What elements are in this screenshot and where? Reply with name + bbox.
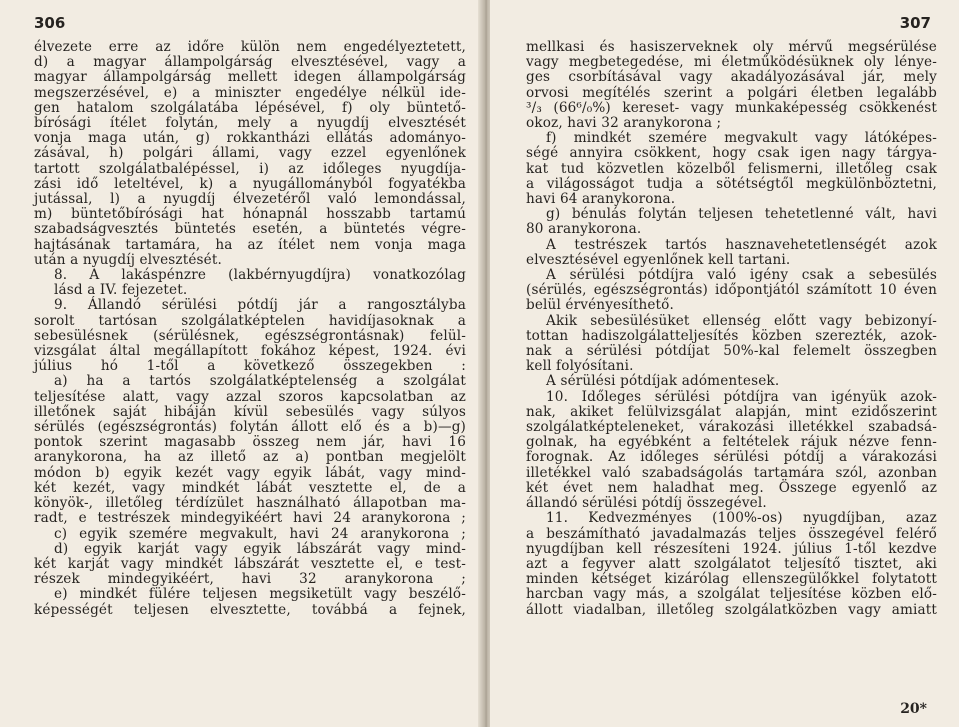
text-line: a beszámítható javadalmazás teljes összegével felérő — [526, 525, 937, 542]
text-line: m) büntetőbírósági hat hónapnál hosszabb tartamú — [34, 206, 466, 223]
text-line: elvesztésével egyenlőnek kell tartani. — [526, 251, 791, 268]
text-line: szabadságvesztés büntetés esetén, a büntetés végre- — [34, 221, 466, 238]
text-line: harcban vagy más, a szolgálat teljesítése közben elő- — [526, 586, 937, 603]
text-line: két évet nem haladhat meg. Összege egyenlő az — [526, 479, 937, 496]
right-page-body — [526, 40, 937, 618]
text-line: magyar állampolgárság mellett idegen állampolgárság — [34, 69, 466, 86]
text-line: zási idő leteltével, k) a nyugállományból fogyatékba — [34, 175, 466, 192]
text-line: teljesítése alatt, vagy azzal szoros kapcsolatban az — [34, 388, 466, 405]
text-line: lásd a IV. fejezetet. — [54, 282, 188, 299]
text-line: után a nyugdíj elvesztését. — [34, 251, 222, 268]
text-line: tottan hadiszolgálatteljesítés közben szerezték, azok- — [526, 327, 937, 344]
text-line: d) a magyar állampolgárság elvesztésével, vagy a — [34, 54, 466, 71]
text-line: ³/₃ (66⁶/₀%) kereset- vagy munkaképesség csökkenést — [526, 99, 937, 116]
text-line: illetékkel való szabadságolás tartamára szól, azonban — [526, 464, 937, 481]
text-line: orvosi megítélés szerint a polgári életben legalább — [526, 84, 937, 101]
text-line: mellkasi és hasiszerveknek oly mérvű megsérülése — [526, 39, 937, 55]
text-line: ges csorbításával vagy akadályozásával jár, mely — [526, 69, 937, 86]
text-line: kat tud közvetlen közelből felismerni, illetőleg csak — [526, 160, 937, 177]
text-line: c) egyik szemére megvakult, havi 24 aranykorona ; — [54, 525, 466, 542]
text-line: havi 64 aranykorona. — [526, 191, 676, 208]
text-line: állott viadalban, illetőleg szolgálatközben vagy amiatt — [526, 601, 937, 618]
text-line: sérülés (egészségrontás) folytán állott elő és a b)—g) — [34, 419, 466, 436]
text-line: kell folyósítani. — [526, 358, 634, 375]
text-line: gen hatalom szolgálatába lépésével, f) oly büntető- — [34, 99, 466, 116]
right-page — [490, 0, 959, 727]
text-line: ségé annyira csökkent, hogy csak igen nagy tárgya- — [526, 145, 937, 162]
text-line: vizsgálat által megállapított fokához képest, 1924. évi — [34, 343, 466, 360]
text-line: golnak, ha egyébként a feltételek rájuk nézve fenn- — [526, 434, 937, 451]
text-line: minden kétséget kizárólag ellenszegülőkkel folytatott — [526, 571, 937, 588]
text-line: 10. Időleges sérülési pótdíjra van igényük azok- — [546, 388, 937, 405]
text-line: módon b) egyik kezét vagy egyik lábát, vagy mind- — [34, 464, 466, 481]
text-line: 9. Állandó sérülési pótdíj jár a rangosztályba — [54, 297, 466, 314]
signature-mark: 20* — [900, 701, 927, 717]
text-line: bírósági ítélet folytán, mely a nyugdíj elvesztését — [34, 115, 466, 132]
text-line: okoz, havi 32 aranykorona ; — [526, 115, 722, 132]
text-line: nyugdíjban kell részesíteni 1924. július 1-től kezdve — [526, 540, 937, 557]
text-line: megszerzésével, e) a miniszter engedélye nélkül ide- — [34, 84, 466, 101]
text-line: A testrészek tartós hasznavehetetlenségét azok — [546, 236, 937, 253]
text-line: azt a fegyver alatt szolgálatot teljesítő tisztet, aki — [526, 555, 937, 572]
text-line: szolgálatképteleneket, várakozási illetékkel szabadsá- — [526, 419, 937, 436]
text-line: e) mindkét fülére teljesen megsiketült vagy beszélő- — [54, 586, 466, 603]
text-line: 11. Kedvezményes (100%-os) nyugdíjban, azaz — [546, 510, 937, 527]
text-line: 80 aranykorona. — [526, 221, 642, 238]
text-line: részek mindegyikéért, havi 32 aranykorona ; — [34, 571, 466, 588]
text-line: könyök-, illetőleg térdízület használható állapotban ma- — [34, 495, 466, 512]
text-line: a) ha a tartós szolgálatképtelenség a szolgálat — [54, 373, 466, 390]
text-line: belül érvényesíthető. — [526, 297, 674, 314]
text-line: Akik sebesülésüket ellenség előtt vagy bebizonyí- — [546, 312, 937, 329]
text-line: A sérülési pótdíjra való igény csak a sebesülés — [546, 267, 937, 284]
text-line: nak, akiket felülvizsgálat alapján, mint ezidőszerint — [526, 403, 937, 420]
text-line: aranykorona, ha az illető az a) pontban megjelölt — [34, 449, 466, 466]
text-line: d) egyik karját vagy egyik lábszárát vagy mind- — [54, 540, 466, 557]
text-line: két kezét, vagy mindkét lábát vesztette el, de a — [34, 479, 466, 496]
text-line: zásával, h) polgári állami, vagy ezzel egyenlőnek — [34, 145, 466, 162]
text-line: 8. A lakáspénzre (lakbérnyugdíjra) vonatkozólag — [54, 267, 466, 284]
text-line: A sérülési pótdíjak adómentesek. — [546, 373, 780, 390]
text-line: tartott szolgálatbalépéssel, i) az időleges nyugdíja- — [34, 160, 466, 177]
text-line: képességét teljesen elvesztette, továbbá a fejnek, — [34, 601, 466, 618]
text-line: sebesülésnek (sérülésnek, egészségrontásnak) felül- — [34, 327, 466, 344]
text-line: jutással, l) a nyugdíj élvezetéről való lemondással, — [34, 191, 466, 208]
text-line: nak a sérülési pótdíjat 50%-kal felemelt összegben — [526, 343, 937, 360]
text-line: (sérülés, egészségrontás) időpontjától számított 10 éven — [526, 282, 937, 299]
text-line: július hó 1-től a következő összegekben : — [34, 358, 466, 375]
text-line: forognak. Az időleges sérülési pótdíj a várakozási — [526, 449, 937, 466]
text-line: illetőnek saját hibáján kívül sebesülés vagy súlyos — [34, 403, 466, 420]
left-page-body — [34, 40, 466, 618]
text-line: radt, e testrészek mindegyikéért havi 24 aranykorona ; — [34, 510, 466, 527]
text-line: f) mindkét szemére megvakult vagy látóképes- — [546, 130, 937, 147]
text-line: vonja maga után, g) rokkantházi ellátás adományo- — [34, 130, 466, 147]
text-line: a világosságot tudja a sötétségtől megkülönböztetni, — [526, 175, 937, 192]
text-line: hajtásának tartamára, ha az ítélet nem vonja maga — [34, 236, 466, 253]
text-line: két karját vagy mindkét lábszárát vesztette el, e test- — [34, 555, 466, 572]
text-line: pontok szerint magasabb összeg nem jár, havi 16 — [34, 434, 466, 451]
text-line: vagy megbetegedése, mi életműködésüknek oly lénye- — [526, 54, 937, 71]
left-page-number: 306 — [34, 14, 66, 32]
text-line: g) bénulás folytán teljesen tehetetlenné vált, havi — [546, 206, 937, 223]
right-page-number: 307 — [899, 14, 931, 32]
text-line: élvezete erre az időre külön nem engedélyeztetett, — [34, 39, 466, 55]
text-line: állandó sérülési pótdíj összegével. — [526, 495, 767, 512]
text-line: sorolt tartósan szolgálatképtelen havidíjasoknak a — [34, 312, 466, 329]
